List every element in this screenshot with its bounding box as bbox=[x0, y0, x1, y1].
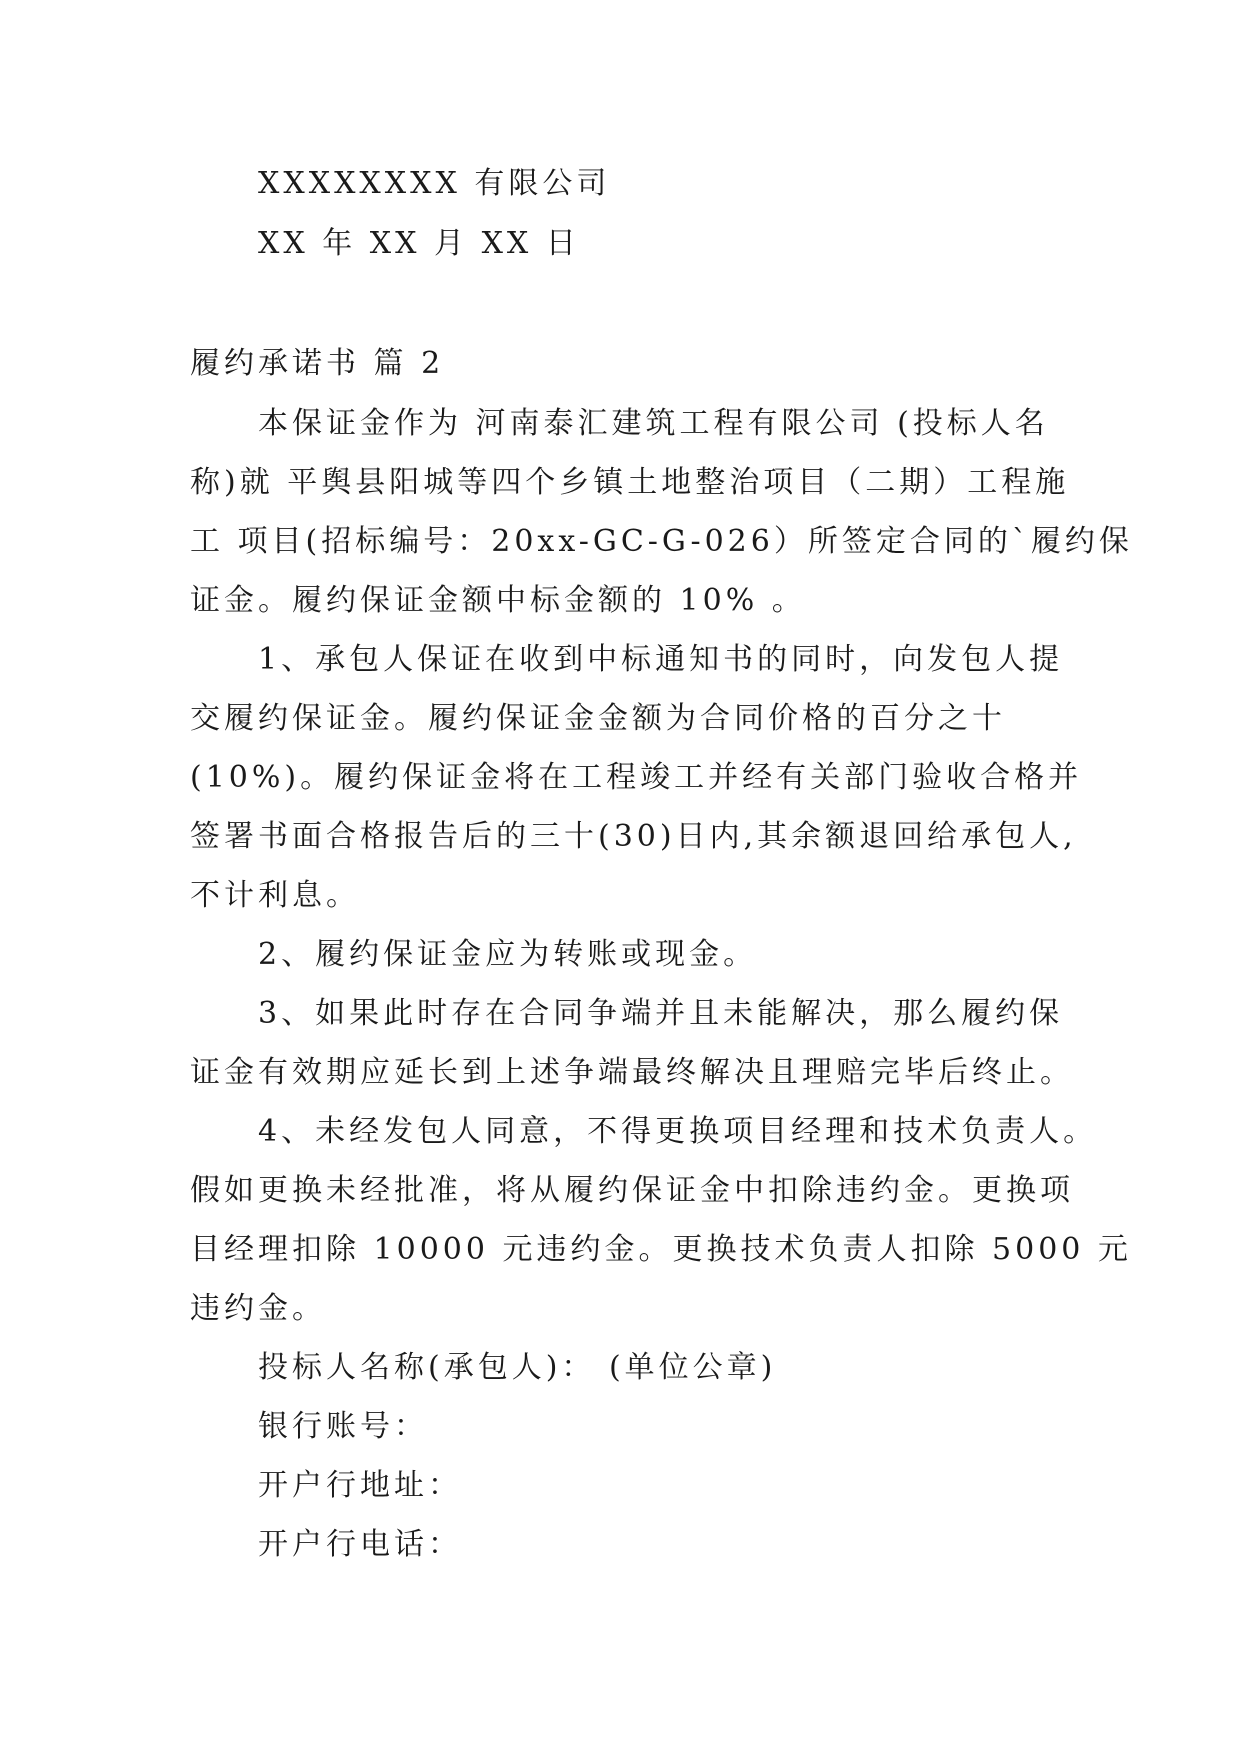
signature-company: XXXXXXXX 有限公司 bbox=[258, 166, 611, 201]
bank-address-field: 开户行地址： bbox=[258, 1468, 462, 1503]
section-title: 履约承诺书 篇 2 bbox=[190, 346, 445, 381]
paragraph-line: 称)就 平舆县阳城等四个乡镇土地整治项目（二期）工程施 bbox=[190, 465, 1070, 500]
paragraph-line: 1、承包人保证在收到中标通知书的同时，向发包人提 bbox=[258, 642, 1064, 677]
paragraph-line: 不计利息。 bbox=[190, 878, 360, 913]
paragraph-line: 3、如果此时存在合同争端并且未能解决，那么履约保 bbox=[258, 996, 1064, 1031]
paragraph-line: 违约金。 bbox=[190, 1291, 326, 1326]
signature-date: XX 年 XX 月 XX 日 bbox=[258, 226, 580, 261]
paragraph-line: 证金。履约保证金额中标金额的 10% 。 bbox=[190, 583, 806, 618]
bank-account-field: 银行账号： bbox=[258, 1409, 428, 1444]
bank-phone-field: 开户行电话： bbox=[258, 1527, 462, 1562]
paragraph-line: 2、履约保证金应为转账或现金。 bbox=[258, 937, 758, 972]
paragraph-line: 目经理扣除 10000 元违约金。更换技术负责人扣除 5000 元 bbox=[190, 1232, 1132, 1267]
paragraph-line: 证金有效期应延长到上述争端最终解决且理赔完毕后终止。 bbox=[190, 1055, 1074, 1090]
paragraph-line: 假如更换未经批准，将从履约保证金中扣除违约金。更换项 bbox=[190, 1173, 1074, 1208]
paragraph-line: (10%)。履约保证金将在工程竣工并经有关部门验收合格并 bbox=[190, 760, 1083, 795]
paragraph-line: 4、未经发包人同意，不得更换项目经理和技术负责人。 bbox=[258, 1114, 1098, 1149]
paragraph-line: 本保证金作为 河南泰汇建筑工程有限公司 (投标人名 bbox=[258, 406, 1049, 441]
paragraph-line: 签署书面合格报告后的三十(30)日内,其余额退回给承包人, bbox=[190, 819, 1077, 854]
bidder-name-field: 投标人名称(承包人)： (单位公章) bbox=[258, 1350, 777, 1385]
paragraph-line: 工 项目(招标编号：20xx-GC-G-026）所签定合同的`履约保 bbox=[190, 524, 1133, 559]
paragraph-line: 交履约保证金。履约保证金金额为合同价格的百分之十 bbox=[190, 701, 1006, 736]
